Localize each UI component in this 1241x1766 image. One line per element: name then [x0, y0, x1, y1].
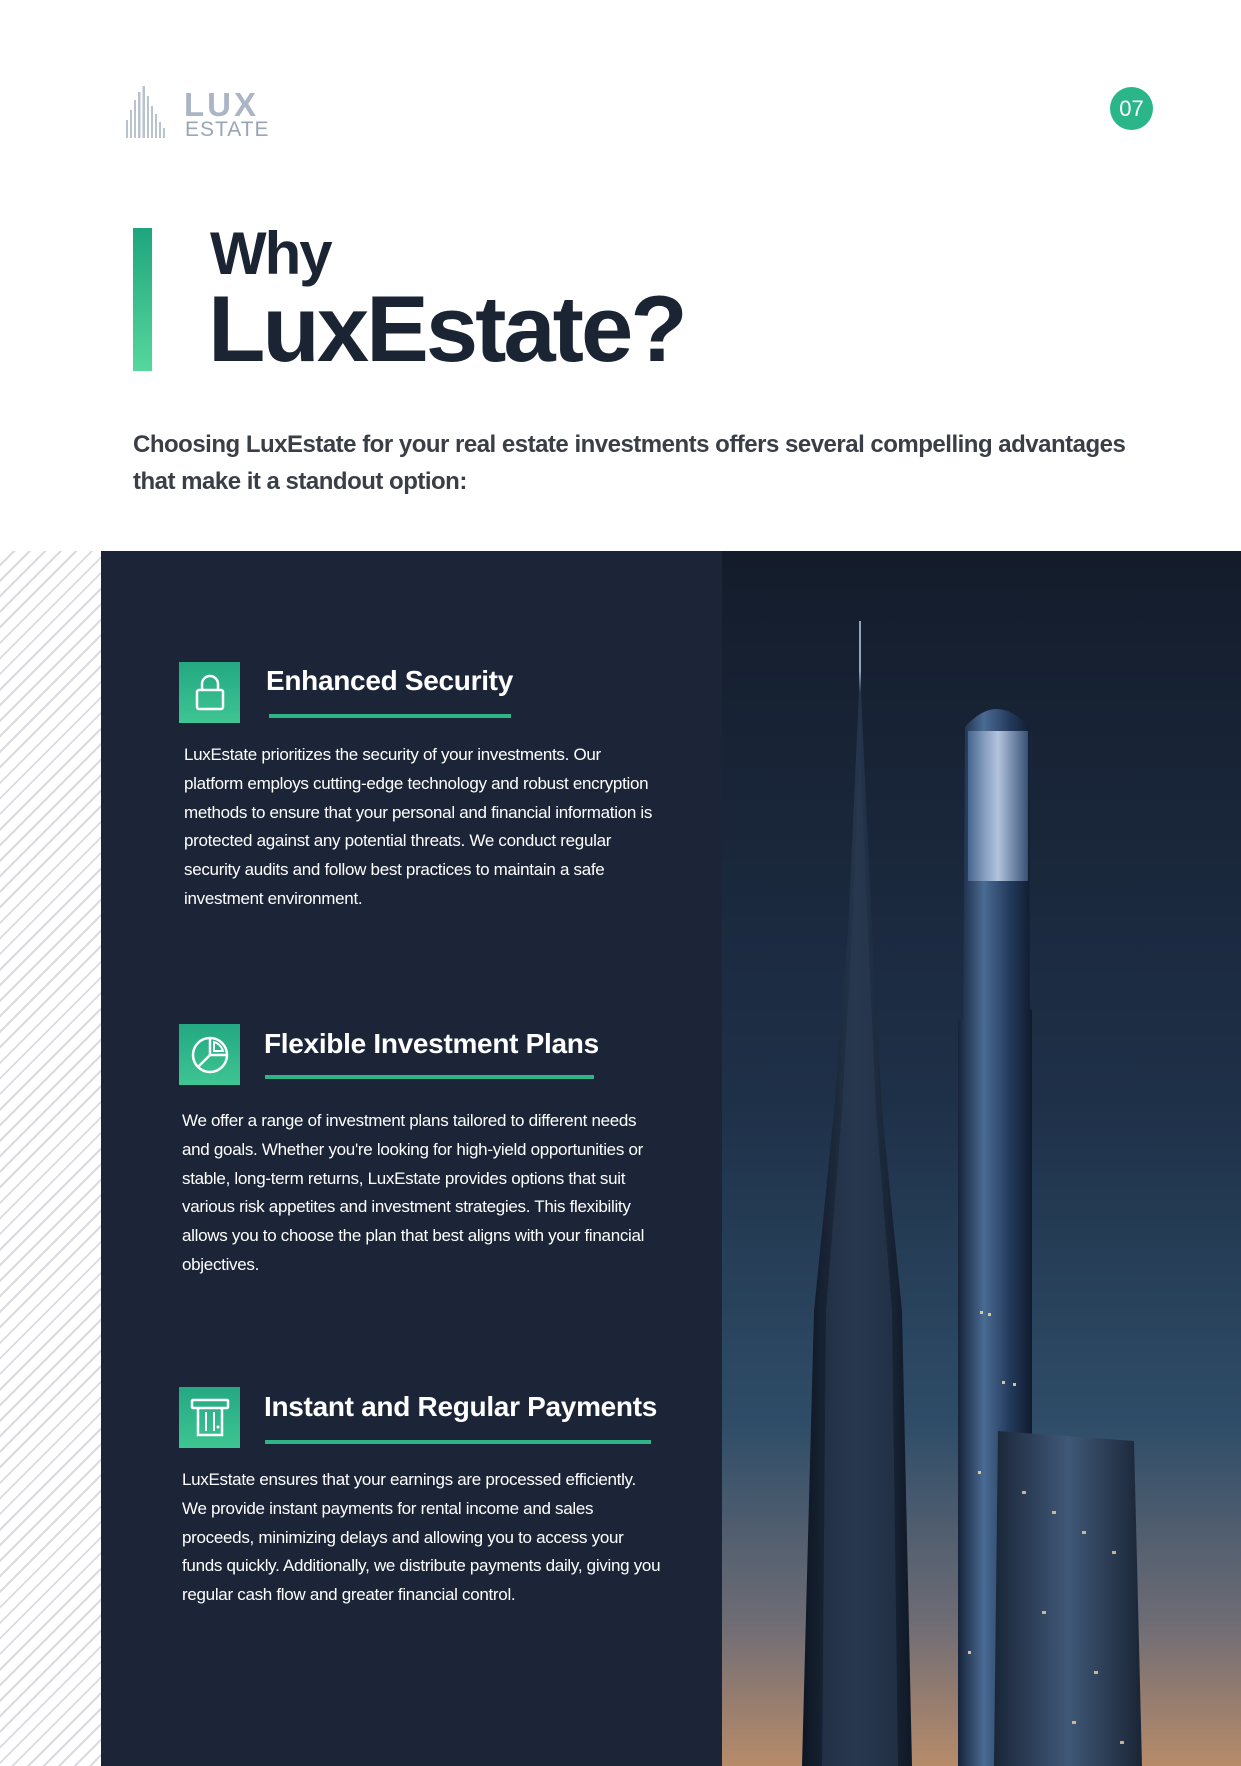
brand-logo — [126, 86, 286, 142]
page-title-line1: Why — [210, 220, 331, 287]
feature-underline — [265, 1440, 651, 1444]
title-accent-bar — [133, 228, 152, 371]
building-logo-icon — [126, 86, 176, 138]
page-title-line2: LuxEstate? — [208, 276, 685, 381]
feature-title-payments: Instant and Regular Payments — [264, 1391, 658, 1422]
lock-icon — [179, 662, 240, 723]
feature-text-payments: LuxEstate ensures that your earnings are processed efficiently. We provide instant payments for rental income and sales proceeds, minimizing delays and allowing you to access your funds quickly. Additionally, we distribute payments daily, giving you regular cash flow and greater financial control. — [182, 1470, 661, 1605]
pie-chart-icon — [179, 1024, 240, 1085]
feature-title-security: Enhanced Security — [266, 665, 513, 696]
feature-title-investment-plans: Flexible Investment Plans — [264, 1028, 599, 1059]
logo-wordmark-estate: ESTATE — [185, 118, 270, 141]
intro-paragraph: Choosing LuxEstate for your real estate investments offers several compelling advantages that make it a standout option: — [133, 431, 1126, 495]
features-panel — [101, 551, 722, 1766]
feature-text-investment-plans: We offer a range of investment plans tailored to different needs and goals. Whether you're looking for high-yield opportunities or stable, long-term returns, LuxEstate provides options that suit various risk appetites and investment strategies. This flexibility allows you to choose the plan that best aligns with your financial objectives. — [182, 1111, 645, 1274]
logo-wordmark-lux: LUX — [184, 86, 259, 123]
page-number-badge: 07 — [1110, 87, 1153, 130]
hatched-margin — [0, 551, 101, 1766]
payment-terminal-icon — [179, 1387, 240, 1448]
skyscraper-photo — [722, 551, 1241, 1766]
feature-text-security: LuxEstate prioritizes the security of your investments. Our platform employs cutting-edge technology and robust encryption methods to ensure that your personal and financial information is protected against any potential threats. We conduct regular security audits and follow best practices to maintain a safe investment environment. — [184, 745, 653, 908]
feature-underline — [269, 714, 511, 718]
feature-underline — [265, 1075, 594, 1079]
